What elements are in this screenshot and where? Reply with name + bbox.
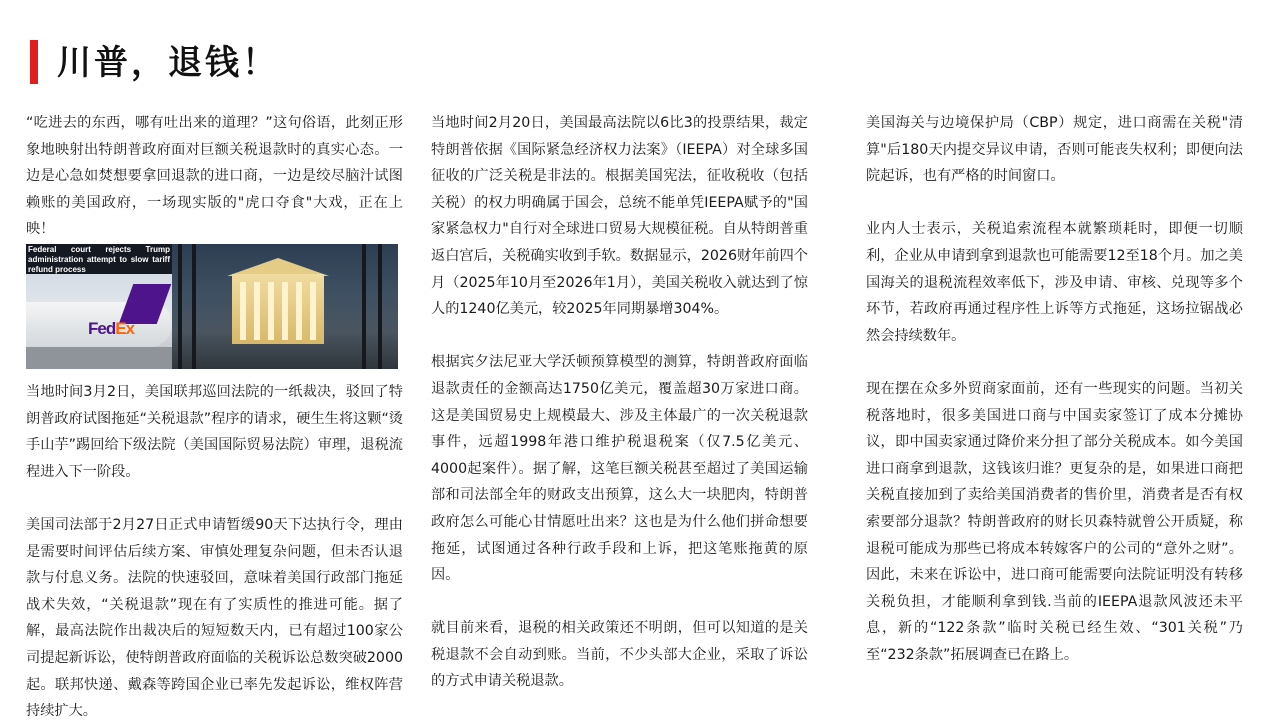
court-pillar [296, 282, 302, 340]
paragraph: 现在摆在众多外贸商家面前，还有一些现实的问题。当初关税落地时，很多美国进口商与中国卖家签订了成本分摊协议，即中国卖家通过降价来分担了部分关税成本。如今美国进口商拿到退款，这钱该归谁？更复杂的是，如果进口商把关税直接加到了卖给美国消费者的售价里，消费者是否有权索要部分退款？特朗普政府的财长贝森特就曾公开质疑，称退税可能成为那些已将成本转嫁客户的公司的“意外之财”。因此，未来在诉讼中，进口商可能需要向法院证明没有转移关税负担，才能顺利拿到钱.当前的IEEPA退款风波还未平息，新的“122条款”临时关税已经生效、“301关税”乃至“232条款”拓展调查已在路上。 [866, 380, 1243, 663]
court-pillar [268, 282, 274, 340]
page-title: 川普，退钱！ [57, 43, 279, 83]
paragraph: 根据宾夕法尼亚大学沃顿预算模型的测算，特朗普政府面临退款责任的金额高达1750亿美元，覆盖超30万家进口商。这是美国贸易史上规模最大、涉及主体最广的一次关税退款事件，远超1998年港口维护税退税案（仅7.5亿美元、4000起案件）。据了解，这笔巨额关税甚至超过了美国运输部和司法部全年的财政支出预算，这么大一块肥肉，特朗普政府怎么可能心甘情愿吐出来？这也是为什么他们拼命想要拖延，试图通过各种行政手段和上诉，把这笔账拖黄的原因。 [431, 354, 808, 584]
supreme-court-image [172, 244, 398, 369]
paragraph: 美国司法部于2月27日正式申请暂缓90天下达执行令，理由是需要时间评估后续方案、审慎处理复杂问题，但未否认退款与付息义务。法院的快速驳回，意味着美国行政部门拖延战术失效，“关税退款”现在有了实质性的推进可能。据了解，最高法院作出裁决后的短短数天内，已有超过100家公司提起新诉讼，使特朗普政府面临的关税诉讼总数突破2000起。联邦快递、戴森等跨国企业已率先发起诉讼，维权阵营持续扩大。 [26, 516, 403, 720]
image-headline: Federal court rejects Trump administration attempt to slow tariff refund process [28, 244, 170, 274]
news-photo [26, 244, 398, 369]
paragraph: 美国海关与边境保护局（CBP）规定，进口商需在关税"清算"后180天内提交异议申请，否则可能丧失权利；即便向法院起诉，也有严格的时间窗口。 [866, 115, 1243, 185]
article-column-1 [26, 110, 403, 725]
paragraph: “吃进去的东西，哪有吐出来的道理？”这句俗语，此刻正形象地映射出特朗普政府面对巨额关税退款时的真实心态。一边是心急如焚想要拿回退款的进口商，一边是绞尽脑汁试图赖账的美国政府，一场现实版的"虎口夺食"大戏，正在上映！ [26, 115, 403, 238]
court-pillar [240, 282, 246, 340]
fence-rail [362, 244, 366, 369]
fedex-logo: FedEx [88, 318, 135, 338]
paragraph: 当地时间2月20日，美国最高法院以6比3的投票结果，裁定特朗普依据《国际紧急经济权力法案》（IEEPA）对全球多国征收的广泛关税是非法的。根据美国宪法，征收税收（包括关税）的权力明确属于国会，总统不能单凭IEEPA赋予的"国家紧急权力"自行对全球进口贸易大规模征税。自从特朗普重返白宫后，关税确实收到手软。数据显示，2026财年前四个月（2025年10月至2026年1月），美国关税收入就达到了惊人的1240亿美元，较2025年同期暴增304%。 [431, 115, 808, 318]
fence-rail [192, 244, 196, 369]
paragraph: 业内人士表示，关税追索流程本就繁琐耗时，即便一切顺利，企业从申请到拿到退款也可能需要12至18个月。加之美国海关的退税流程效率低下，涉及申请、审核、兑现等多个环节，若政府再通过程序性上诉等方式拖延，这场拉锯战必然会持续数年。 [866, 221, 1243, 344]
tarmac-shape [26, 347, 172, 369]
fence-rail [178, 244, 182, 369]
title-accent-bar [30, 40, 38, 84]
article-column-3 [866, 110, 1243, 668]
paragraph: 就目前来看，退税的相关政策还不明朗，但可以知道的是关税退款不会自动到账。当前，不少头部大企业，采取了诉讼的方式申请关税退款。 [431, 620, 808, 690]
court-pillar [282, 282, 288, 340]
article-column-2 [431, 110, 808, 695]
paragraph: 当地时间3月2日，美国联邦巡回法院的一纸裁决，驳回了特朗普政府试图拖延“关税退款”程序的请求，硬生生将这颗“烫手山芋”踢回给下级法院（美国国际贸易法院）审理，退税流程进入下一阶段。 [26, 383, 403, 480]
court-pillar [254, 282, 260, 340]
court-pillar [310, 282, 316, 340]
fedex-plane-image [26, 244, 172, 369]
fence-rail [378, 244, 382, 369]
